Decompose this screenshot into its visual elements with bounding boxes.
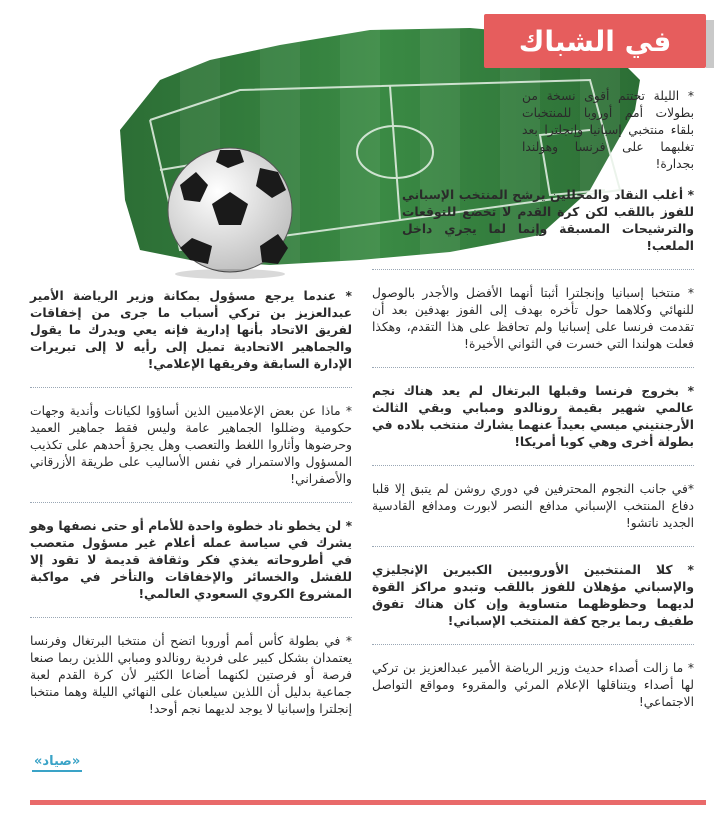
article-paragraph: * الليلة تختتم أقوى نسخة من بطولات أمم أوروبا للمنتخبات بلقاء منتخبي إسبانيا وإنجلترا بعد تغلبهما على فرنسا وهولندا بجدارة! xyxy=(522,89,694,171)
section-title: في الشباك xyxy=(484,14,706,68)
source-credit: «صياد» xyxy=(32,754,82,772)
football-icon xyxy=(168,148,292,272)
divider xyxy=(372,465,694,467)
article-paragraph: * ما زالت أصداء حديث وزير الرياضة الأمير عبدالعزيز بن تركي لها أصداء ويتناقلها الإعلام المرئي والمقروء ومواقع التواصل الاجتماعي! xyxy=(372,661,694,709)
article-paragraph: * لن يخطو ناد خطوة واحدة للأمام أو حتى نصفها وهو يشرك في سياسة عمله أعلام غير مسؤول متعصب في أطروحاته يغذي فكر وثقافة قديمة لا تقود إلا للفشل والخسائر والإخفاقات والتأخر في مواكبة المشروع الكروي السعودي العالمي! xyxy=(30,519,352,601)
divider xyxy=(30,617,352,619)
article-paragraph: * ماذا عن بعض الإعلاميين الذين أساؤوا لكيانات وأندية وجهات حكومية وضللوا الجماهير عامة وليس فقط جماهير العميد وحرضوها وأثاروا اللغط والتعصب وهل يجرؤ أحدهم على تكذيب المسؤول والاستمرار في نفس الأساليب على طريقة الأزرقاني والأصفراني! xyxy=(30,404,352,486)
article-paragraph: *في جانب النجوم المحترفين في دوري روشن لم يتبق إلا قلبا دفاع المنتخب الإسباني مدافع النصر لابورت ومدافع القادسية الجديد ناتشو! xyxy=(372,482,694,530)
divider xyxy=(372,367,694,369)
article-paragraph: * كلا المنتخبين الأوروبيين الكبيرين الإنجليزي والإسباني مؤهلان للفوز باللقب وتبدو مراكز القوة لديهما وحظوظهما متساوية وإن كان هناك تفوق طفيف ربما يرجح كفة المنتخب الإسباني! xyxy=(372,563,694,628)
divider xyxy=(372,546,694,548)
divider xyxy=(372,644,694,646)
right-column xyxy=(372,88,694,725)
article-paragraph: * في بطولة كأس أمم أوروبا اتضح أن منتخبا البرتغال وفرنسا يعتمدان بشكل كبير على فردية رونالدو ومبابي اللذين ربما صنعا فرصة أو فرصتين لكنهما أضاعا الكثير لأن كرة القدم لعبة جماعية بدليل أن اللذين سيلعبان على النهائي الليلة وهما منتخبا إنجلترا وإسبانيا لا يوجد لديهما نجم أوحد! xyxy=(30,634,352,716)
article-paragraph: * منتخبا إسبانيا وإنجلترا أثبتا أنهما الأفضل والأجدر بالوصول للنهائي وكلاهما حول تأخره بهدف إلى الفوز بهدفين بعد أن تقدمت فرنسا على إسبانيا ولم تحافظ على هذا التقدم، وهكذا فعلت هولندا التي خسرت في الثواني الأخيرة! xyxy=(372,286,694,351)
article-paragraph: * بخروج فرنسا وقبلها البرتغال لم يعد هناك نجم عالمي شهير بقيمة رونالدو ومبابي وبقي الثالث الأرجنتيني ميسي بعيداً عنهما يشارك منتخب بلاده في بطولة أخرى وهي كوبا أمريكا! xyxy=(372,384,694,449)
bottom-accent-bar xyxy=(30,800,706,805)
divider xyxy=(30,387,352,389)
divider xyxy=(372,269,694,271)
divider xyxy=(30,502,352,504)
article-paragraph: * أغلب النقاد والمحللين يرشح المنتخب الإسباني للفوز باللقب لكن كرة القدم لا تخضع للتوقعات والترشيحات المسبقة وإنما لما يجري داخل الملعب! xyxy=(402,188,694,253)
article-paragraph: * عندما يرجع مسؤول بمكانة وزير الرياضة الأمير عبدالعزيز بن تركي أسباب ما جرى من إخفاقات لفريق الاتحاد بأنها إدارية فإنه يعي ويدرك ما يقول والجماهير الاتحادية تميل إلى رأيه لا إلى تبريرات الإدارة السابقة وفريقها الإعلامي! xyxy=(30,289,352,371)
left-column xyxy=(30,288,352,732)
